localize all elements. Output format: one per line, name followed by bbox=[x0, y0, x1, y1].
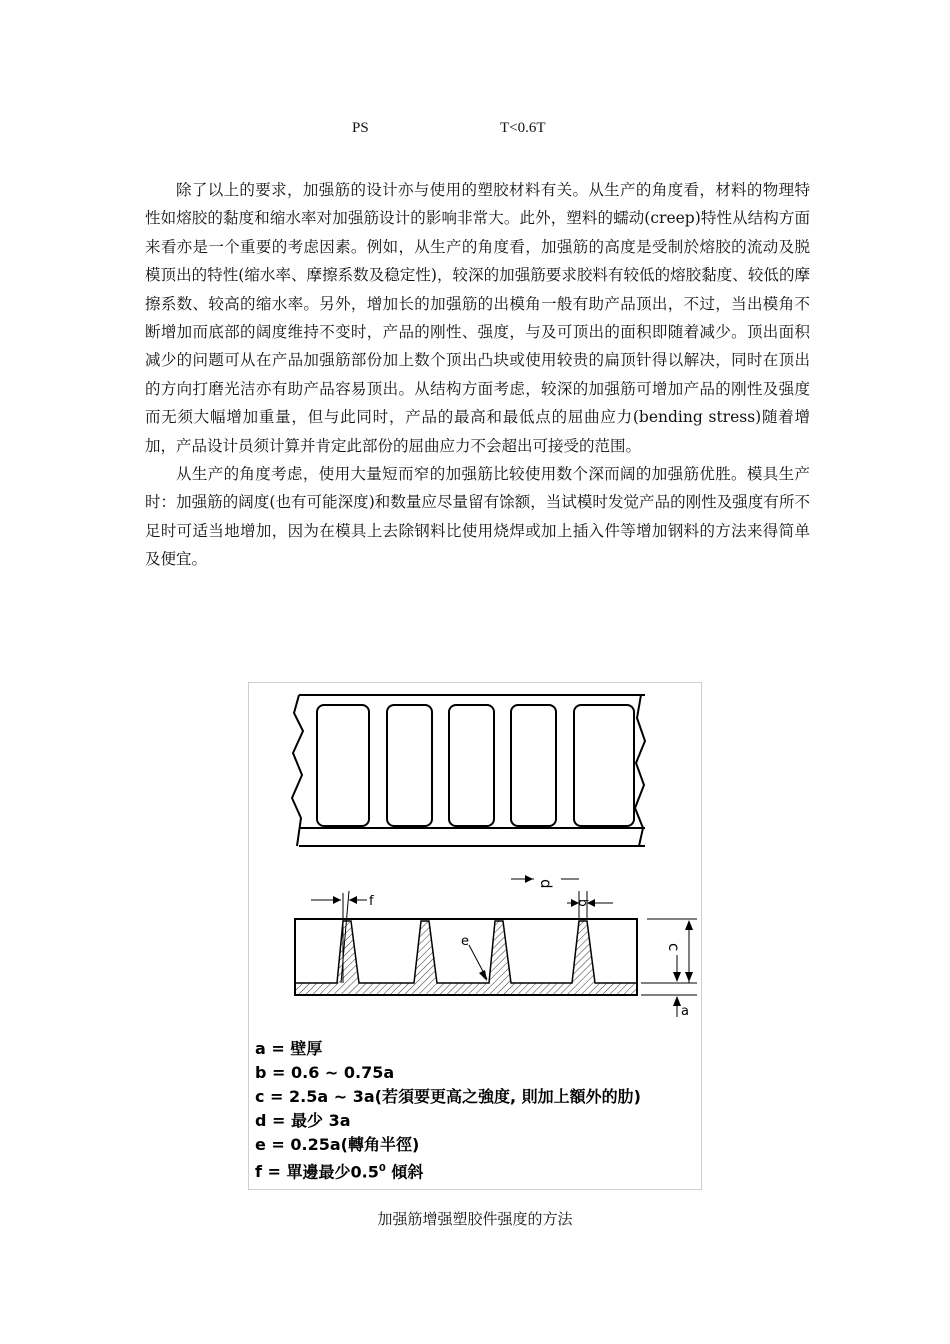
label-e: e bbox=[461, 934, 469, 949]
label-d: d bbox=[537, 879, 555, 889]
legend-item: c = 2.5a ~ 3a(若須要更高之強度, 則加上額外的肋) bbox=[255, 1087, 641, 1106]
body-text bbox=[145, 176, 810, 574]
rib-slot bbox=[387, 705, 432, 826]
rib-slot bbox=[317, 705, 369, 826]
paragraph-1: 除了以上的要求，加强筋的设计亦与使用的塑胶材料有关。从生产的角度看，材料的物理特性如熔胶的黏度和缩水率对加强筋设计的影响非常大。此外，塑料的蠕动(creep)特性从结构方面来看亦是一个重要的考虑因素。例如，从生产的角度看，加强筋的高度是受制於熔胶的流动及脱模顶出的特性(缩水率、摩擦系数及稳定性)，较深的加强筋要求胶料有较低的熔胶黏度、较低的摩擦系数、较高的缩水率。另外，增加长的加强筋的出模角一般有助产品顶出，不过，当出模角不断增加而底部的阔度维持不变时，产品的刚性、强度，与及可顶出的面积即随着减少。顶出面积减少的问题可从在产品加强筋部份加上数个顶出凸块或使用较贵的扁顶针得以解决，同时在顶出的方向打磨光洁亦有助产品容易顶出。从结构方面考虑，较深的加强筋可增加产品的刚性及强度而无须大幅增加重量，但与此同时，产品的最高和最低点的屈曲应力(bending stress)随着增加，产品设计员须计算并肯定此部份的屈曲应力不会超出可接受的范围。 bbox=[145, 181, 810, 455]
legend-item: a = 壁厚 bbox=[255, 1039, 323, 1058]
figure-caption: 加强筋增强塑胶件强度的方法 bbox=[377, 1210, 573, 1228]
paragraph-2: 从生产的角度考虑，使用大量短而窄的加强筋比较使用数个深而阔的加强筋优胜。模具生产时：加强筋的阔度(也有可能深度)和数量应尽量留有馀额，当试模时发觉产品的刚性及强度有所不足时可适当地增加，因为在模具上去除钢料比使用烧焊或加上插入件等增加钢料的方法来得简单及便宜。 bbox=[145, 465, 810, 569]
cross-section bbox=[295, 875, 697, 1019]
header-t: T<0.6T bbox=[500, 120, 546, 136]
header-row bbox=[0, 120, 950, 144]
label-f: f bbox=[369, 894, 374, 909]
rib-slot bbox=[574, 705, 634, 826]
rib-design-figure bbox=[248, 682, 702, 1190]
label-a: a bbox=[681, 1004, 689, 1019]
legend-item: e = 0.25a(轉角半徑) bbox=[255, 1135, 420, 1154]
rib-slot bbox=[511, 705, 556, 826]
top-view bbox=[292, 695, 645, 846]
legend-item: b = 0.6 ~ 0.75a bbox=[255, 1063, 395, 1082]
label-b: b bbox=[576, 899, 590, 907]
rib-slot bbox=[449, 705, 494, 826]
dimension-legend bbox=[255, 1037, 641, 1184]
label-c: c bbox=[665, 943, 683, 952]
legend-item: f = 單邊最少$0.5^0$ 傾斜 bbox=[255, 1162, 424, 1182]
header-ps: PS bbox=[352, 120, 369, 136]
legend-item: d = 最少 3a bbox=[255, 1111, 351, 1130]
